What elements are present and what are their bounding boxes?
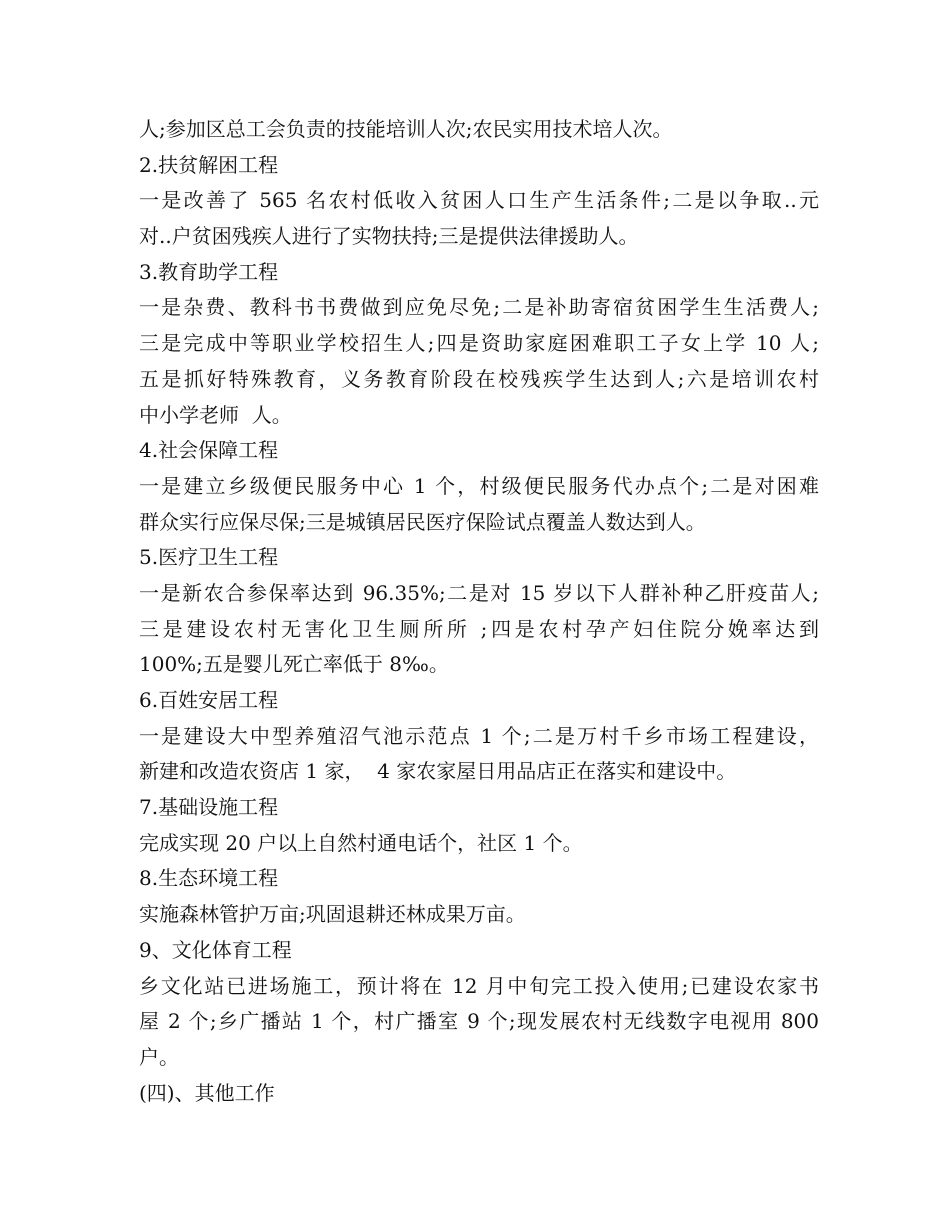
body-line: 一是杂费、教科书书费做到应免尽免;二是补助寄宿贫困学生生活费人; (139, 295, 819, 320)
body-line: 三是建设农村无害化卫生厕所所 ;四是农村孕产妇住院分娩率达到 (139, 616, 819, 641)
section-heading: 5.医疗卫生工程 (139, 545, 279, 570)
document-body (139, 112, 819, 1111)
body-line: 三是完成中等职业学校招生人;四是资助家庭困难职工子女上学 10 人; (139, 331, 819, 356)
section-heading: 8.生态环境工程 (139, 866, 279, 891)
section-heading: (四)、其他工作 (139, 1080, 275, 1105)
section-heading: 4.社会保障工程 (139, 438, 279, 463)
body-line: 五是抓好特殊教育，义务教育阶段在校残疾学生达到人;六是培训农村 (139, 366, 819, 391)
body-line: 对..户贫困残疾人进行了实物扶持;三是提供法律援助人。 (139, 224, 639, 249)
body-line: 一是建设大中型养殖沼气池示范点 1 个;二是万村千乡市场工程建设， (139, 723, 819, 748)
body-line: 新建和改造农资店 1 家， 4 家农家屋日用品店正在落实和建设中。 (139, 759, 737, 784)
body-line: 完成实现 20 户以上自然村通电话个，社区 1 个。 (139, 830, 583, 855)
section-heading: 7.基础设施工程 (139, 795, 279, 820)
section-heading: 9、文化体育工程 (139, 937, 292, 962)
body-line: 群众实行应保尽保;三是城镇居民医疗保险试点覆盖人数达到人。 (139, 509, 706, 534)
body-line: 乡文化站已进场施工，预计将在 12 月中旬完工投入使用;已建设农家书 (139, 973, 819, 998)
body-line: 100%;五是婴儿死亡率低于 8‰。 (139, 652, 449, 677)
section-heading: 2.扶贫解困工程 (139, 152, 279, 177)
body-line: 实施森林管护万亩;巩固退耕还林成果万亩。 (139, 902, 526, 927)
body-line: 一是新农合参保率达到 96.35%;二是对 15 岁以下人群补种乙肝疫苗人; (139, 580, 819, 605)
section-heading: 3.教育助学工程 (139, 259, 279, 284)
body-line: 屋 2 个;乡广播站 1 个，村广播室 9 个;现发展农村无线数字电视用 800 (139, 1009, 819, 1034)
body-line: 户。 (139, 1044, 179, 1069)
body-line: 一是建立乡级便民服务中心 1 个，村级便民服务代办点个;二是对困难 (139, 473, 819, 498)
body-line: 人;参加区总工会负责的技能培训人次;农民实用技术培人次。 (139, 117, 673, 141)
body-line: 一是改善了 565 名农村低收入贫困人口生产生活条件;二是以争取..元 (139, 188, 819, 213)
body-line: 中小学老师 人。 (139, 402, 292, 427)
section-heading: 6.百姓安居工程 (139, 688, 279, 712)
